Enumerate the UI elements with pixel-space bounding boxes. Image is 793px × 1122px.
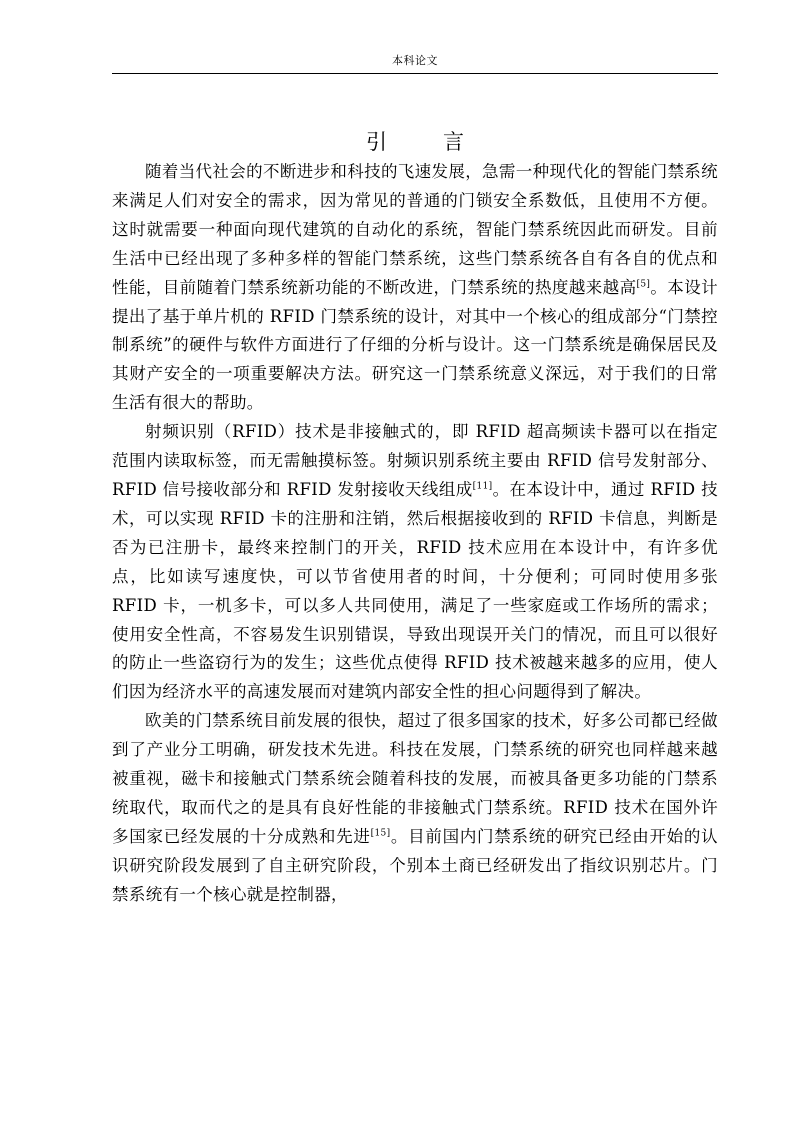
header-rule xyxy=(112,73,718,74)
section-title-right: 言 xyxy=(443,130,464,154)
paragraph-2 xyxy=(112,418,718,707)
section-title-left: 引 xyxy=(366,130,387,154)
citation: [5] xyxy=(636,279,651,290)
body-text xyxy=(112,158,718,910)
paragraph-3 xyxy=(112,707,718,909)
citation: [15] xyxy=(370,828,391,839)
paragraph-3-text: 欧美的门禁系统目前发展的很快，超过了很多国家的技术，好多公司都已经做到了产业分工明确，研发技术先进。科技在发展，门禁系统的研究也同样越来越被重视，磁卡和接触式门禁系统会随着科技的发展，而被具备更多功能的门禁系统取代，取而代之的是具有良好性能的非接触式门禁系统。RFID 技术在国外许多国家已经发展的十分成熟和先进 xyxy=(112,711,718,846)
paragraph-2-text-cont: 。在本设计中，通过 RFID 技术，可以实现 RFID 卡的注册和注销，然后根据接收到的 RFID 卡信息，判断是否为已注册卡，最终来控制门的开关，RFID 技术应用在本设计中，有许多优点，比如读写速度快，可以节省使用者的时间，十分便利；可同时使用多张 RFID 卡，一机多卡，可以多人共同使用，满足了一些家庭或工作场所的需求；使用安全性高，不容易发生识别错误，导致出现误开关门的情况，而且可以很好的防止一些盗窃行为的发生；这些优点使得 RFID 技术被越来越多的应用，使人们因为经济水平的高速发展而对建筑内部安全性的担心问题得到了解决。 xyxy=(112,479,718,702)
paragraph-2-text: 射频识别（RFID）技术是非接触式的，即 RFID 超高频读卡器可以在指定范围内读取标签，而无需触摸标签。射频识别系统主要由 RFID 信号发射部分、RFID 信号接收部分和 RFID 发射接收天线组成 xyxy=(112,422,718,499)
citation: [11] xyxy=(472,481,493,492)
paragraph-3-text-cont: 。目前国内门禁系统的研究已经由开始的认识研究阶段发展到了自主研究阶段，个别本土商已经研发出了指纹识别芯片。门禁系统有一个核心就是控制器， xyxy=(112,826,719,904)
running-header: 本科论文 xyxy=(392,54,438,67)
paragraph-1-text: 随着当代社会的不断进步和科技的飞速发展，急需一种现代化的智能门禁系统来满足人们对安全的需求，因为常见的普通的门锁安全系数低，且使用不方便。这时就需要一种面向现代建筑的自动化的系统，智能门禁系统因此而研发。目前生活中已经出现了多种多样的智能门禁系统，这些门禁系统各自有各自的优点和性能，目前随着门禁系统新功能的不断改进，门禁系统的热度越来越高 xyxy=(112,162,718,297)
paragraph-1-text-cont: 。本设计提出了基于单片机的 RFID 门禁系统的设计，对其中一个核心的组成部分“门禁控制系统”的硬件与软件方面进行了仔细的分析与设计。这一门禁系统是确保居民及其财产安全的一项重要解决方法。研究这一门禁系统意义深远，对于我们的日常生活有很大的帮助。 xyxy=(112,277,718,413)
paragraph-1 xyxy=(112,158,718,418)
section-title xyxy=(112,128,718,156)
